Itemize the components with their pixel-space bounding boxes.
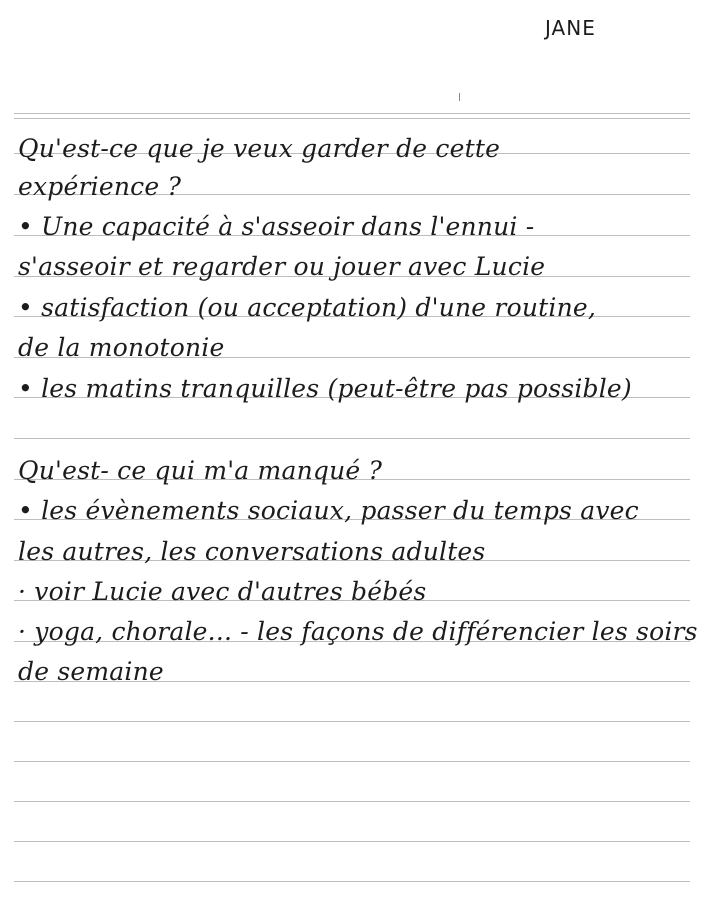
author-name: JANE [545, 16, 596, 40]
rule-line [14, 721, 690, 722]
pen-mark [459, 93, 460, 101]
section2-item: · voir Lucie avec d'autres bébés [18, 577, 427, 606]
section2-item: • les évènements sociaux, passer du temps avec [18, 496, 639, 525]
section1-item: s'asseoir et regarder ou jouer avec Lucie [18, 252, 546, 281]
rule-line [14, 801, 690, 802]
section2-heading: Qu'est- ce qui m'a manqué ? [18, 456, 383, 485]
section1-heading-line1: Qu'est-ce que je veux garder de cette [18, 134, 501, 163]
section2-item: de semaine [18, 657, 164, 686]
section1-item: • les matins tranquilles (peut-être pas possible) [18, 374, 632, 403]
rule-line [14, 113, 690, 114]
section1-item: de la monotonie [18, 333, 225, 362]
rule-line [14, 841, 690, 842]
rule-line [14, 438, 690, 439]
rule-line [14, 761, 690, 762]
rule-line [14, 118, 690, 119]
section1-item: • satisfaction (ou acceptation) d'une routine, [18, 293, 597, 322]
section1-item: • Une capacité à s'asseoir dans l'ennui - [18, 212, 535, 241]
rule-line [14, 881, 690, 882]
section1-heading-line2: expérience ? [18, 172, 182, 201]
section2-item: les autres, les conversations adultes [18, 537, 486, 566]
section2-item: · yoga, chorale... - les façons de différencier les soirs [18, 617, 698, 646]
